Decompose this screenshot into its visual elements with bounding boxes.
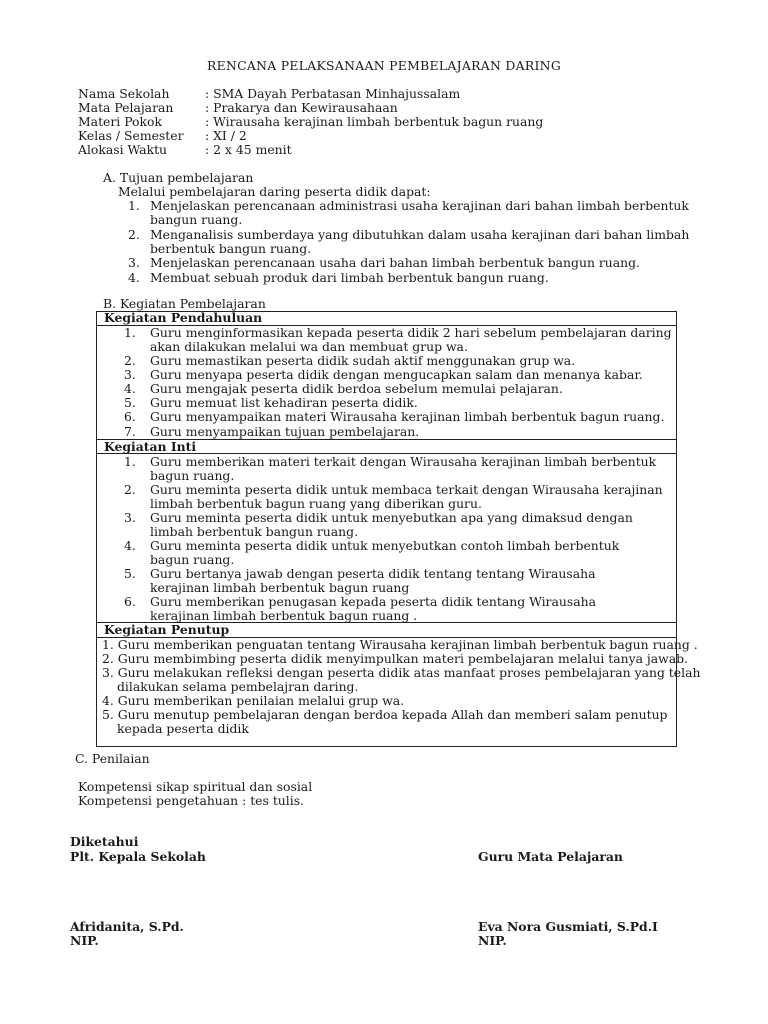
list-item: kerajinan limbah berbentuk bagun ruang . (150, 608, 418, 623)
list-item: Guru menginformasikan kepada peserta didik 2 hari sebelum pembelajaran daring (150, 325, 672, 340)
list-item: Menjelaskan perencanaan usaha dari bahan limbah berbentuk bangun ruang. (150, 255, 640, 270)
section-a-heading: A. Tujuan pembelajaran (103, 170, 254, 185)
list-item: 4. Guru memberikan penilaian melalui grup wa. (102, 693, 405, 708)
left-signer-name: Afridanita, S.Pd. (70, 919, 184, 934)
list-number: 4. (124, 538, 136, 553)
info-value: : SMA Dayah Perbatasan Minhajussalam (205, 86, 461, 101)
info-label: Materi Pokok (78, 114, 162, 129)
left-nip: NIP. (70, 933, 99, 948)
list-number: 5. (124, 395, 136, 410)
list-item: kepada peserta didik (117, 721, 249, 736)
pendahuluan-header: Kegiatan Pendahuluan (104, 310, 263, 325)
info-label: Alokasi Waktu (78, 142, 168, 157)
left-role: Plt. Kepala Sekolah (70, 849, 206, 864)
list-item: Guru bertanya jawab dengan peserta didik tentang tentang Wirausaha (150, 566, 596, 581)
list-number: 5. (124, 566, 136, 581)
right-role: Guru Mata Pelajaran (478, 849, 623, 864)
list-number: 1. (124, 454, 136, 469)
list-number: 7. (124, 424, 136, 439)
list-item: bagun ruang. (150, 552, 235, 567)
list-item: akan dilakukan melalui wa dan membuat grup wa. (150, 339, 468, 354)
list-item: limbah berbentuk bagun ruang yang diberikan guru. (150, 496, 482, 511)
list-number: 6. (124, 594, 136, 609)
list-item: Guru memastikan peserta didik sudah aktif menggunakan grup wa. (150, 353, 576, 368)
list-item: Menganalisis sumberdaya yang dibutuhkan dalam usaha kerajinan dari bahan limbah (150, 227, 690, 242)
list-item: Menjelaskan perencanaan administrasi usaha kerajinan dari bahan limbah berbentuk (150, 198, 689, 213)
list-item: limbah berbentuk bangun ruang. (150, 524, 359, 539)
right-signer-name: Eva Nora Gusmiati, S.Pd.I (478, 919, 658, 934)
page-title: RENCANA PELAKSANAAN PEMBELAJARAN DARING (206, 58, 562, 73)
right-nip: NIP. (478, 933, 507, 948)
info-value: : XI / 2 (205, 128, 247, 143)
list-number: 6. (124, 409, 136, 424)
list-item: 2. Guru membimbing peserta didik menyimpulkan materi pembelajaran melalui tanya jawab. (102, 651, 688, 666)
info-value: : 2 x 45 menit (205, 142, 292, 157)
assessment-item: Kompetensi pengetahuan : tes tulis. (78, 793, 304, 808)
info-value: : Wirausaha kerajinan limbah berbentuk bagun ruang (205, 114, 544, 129)
info-label: Nama Sekolah (78, 86, 170, 101)
list-number: 2. (124, 353, 136, 368)
assessment-item: Kompetensi sikap spiritual dan sosial (78, 779, 313, 794)
list-number: 3. (128, 255, 140, 270)
list-item: Guru mengajak peserta didik berdoa sebelum memulai pelajaran. (150, 381, 563, 396)
inti-header: Kegiatan Inti (104, 439, 197, 454)
list-item: bangun ruang. (150, 212, 243, 227)
list-number: 1. (128, 198, 140, 213)
list-item: dilakukan selama pembelajran daring. (117, 679, 359, 694)
list-item: 3. Guru melakukan refleksi dengan peserta didik atas manfaat proses pembelajaran yang telah (102, 665, 701, 680)
list-item: Guru meminta peserta didik untuk membaca terkait dengan Wirausaha kerajinan (150, 482, 663, 497)
list-item: Membuat sebuah produk dari limbah berbentuk bangun ruang. (150, 270, 549, 285)
list-item: Guru meminta peserta didik untuk menyebutkan contoh limbah berbentuk (150, 538, 620, 553)
list-item: Guru meminta peserta didik untuk menyebutkan apa yang dimaksud dengan (150, 510, 633, 525)
list-number: 2. (124, 482, 136, 497)
list-item: Guru memuat list kehadiran peserta didik. (150, 395, 418, 410)
section-c-heading: C. Penilaian (75, 751, 150, 766)
list-number: 3. (124, 510, 136, 525)
list-item: 5. Guru menutup pembelajaran dengan berdoa kepada Allah dan memberi salam penutup (102, 707, 668, 722)
list-number: 3. (124, 367, 136, 382)
list-item: 1. Guru memberikan penguatan tentang Wirausaha kerajinan limbah berbentuk bagun ruang . (102, 637, 698, 652)
diketahui-label: Diketahui (70, 834, 139, 849)
section-a-intro: Melalui pembelajaran daring peserta didik dapat: (118, 184, 431, 199)
info-label: Kelas / Semester (78, 128, 184, 143)
list-item: bagun ruang. (150, 468, 235, 483)
section-b-heading: B. Kegiatan Pembelajaran (103, 296, 266, 311)
info-label: Mata Pelajaran (78, 100, 174, 115)
list-item: Guru menyapa peserta didik dengan mengucapkan salam dan menanya kabar. (150, 367, 643, 382)
list-item: Guru memberikan materi terkait dengan Wirausaha kerajinan limbah berbentuk (150, 454, 657, 469)
penutup-header: Kegiatan Penutup (104, 622, 230, 637)
list-item: Guru menyampaikan tujuan pembelajaran. (150, 424, 420, 439)
list-number: 4. (128, 270, 140, 285)
list-number: 2. (128, 227, 140, 242)
list-item: berbentuk bangun ruang. (150, 241, 312, 256)
list-number: 1. (124, 325, 136, 340)
list-number: 4. (124, 381, 136, 396)
info-value: : Prakarya dan Kewirausahaan (205, 100, 398, 115)
list-item: Guru memberikan penugasan kepada peserta didik tentang Wirausaha (150, 594, 596, 609)
list-item: kerajinan limbah berbentuk bagun ruang (150, 580, 410, 595)
list-item: Guru menyampaikan materi Wirausaha kerajinan limbah berbentuk bagun ruang. (150, 409, 665, 424)
